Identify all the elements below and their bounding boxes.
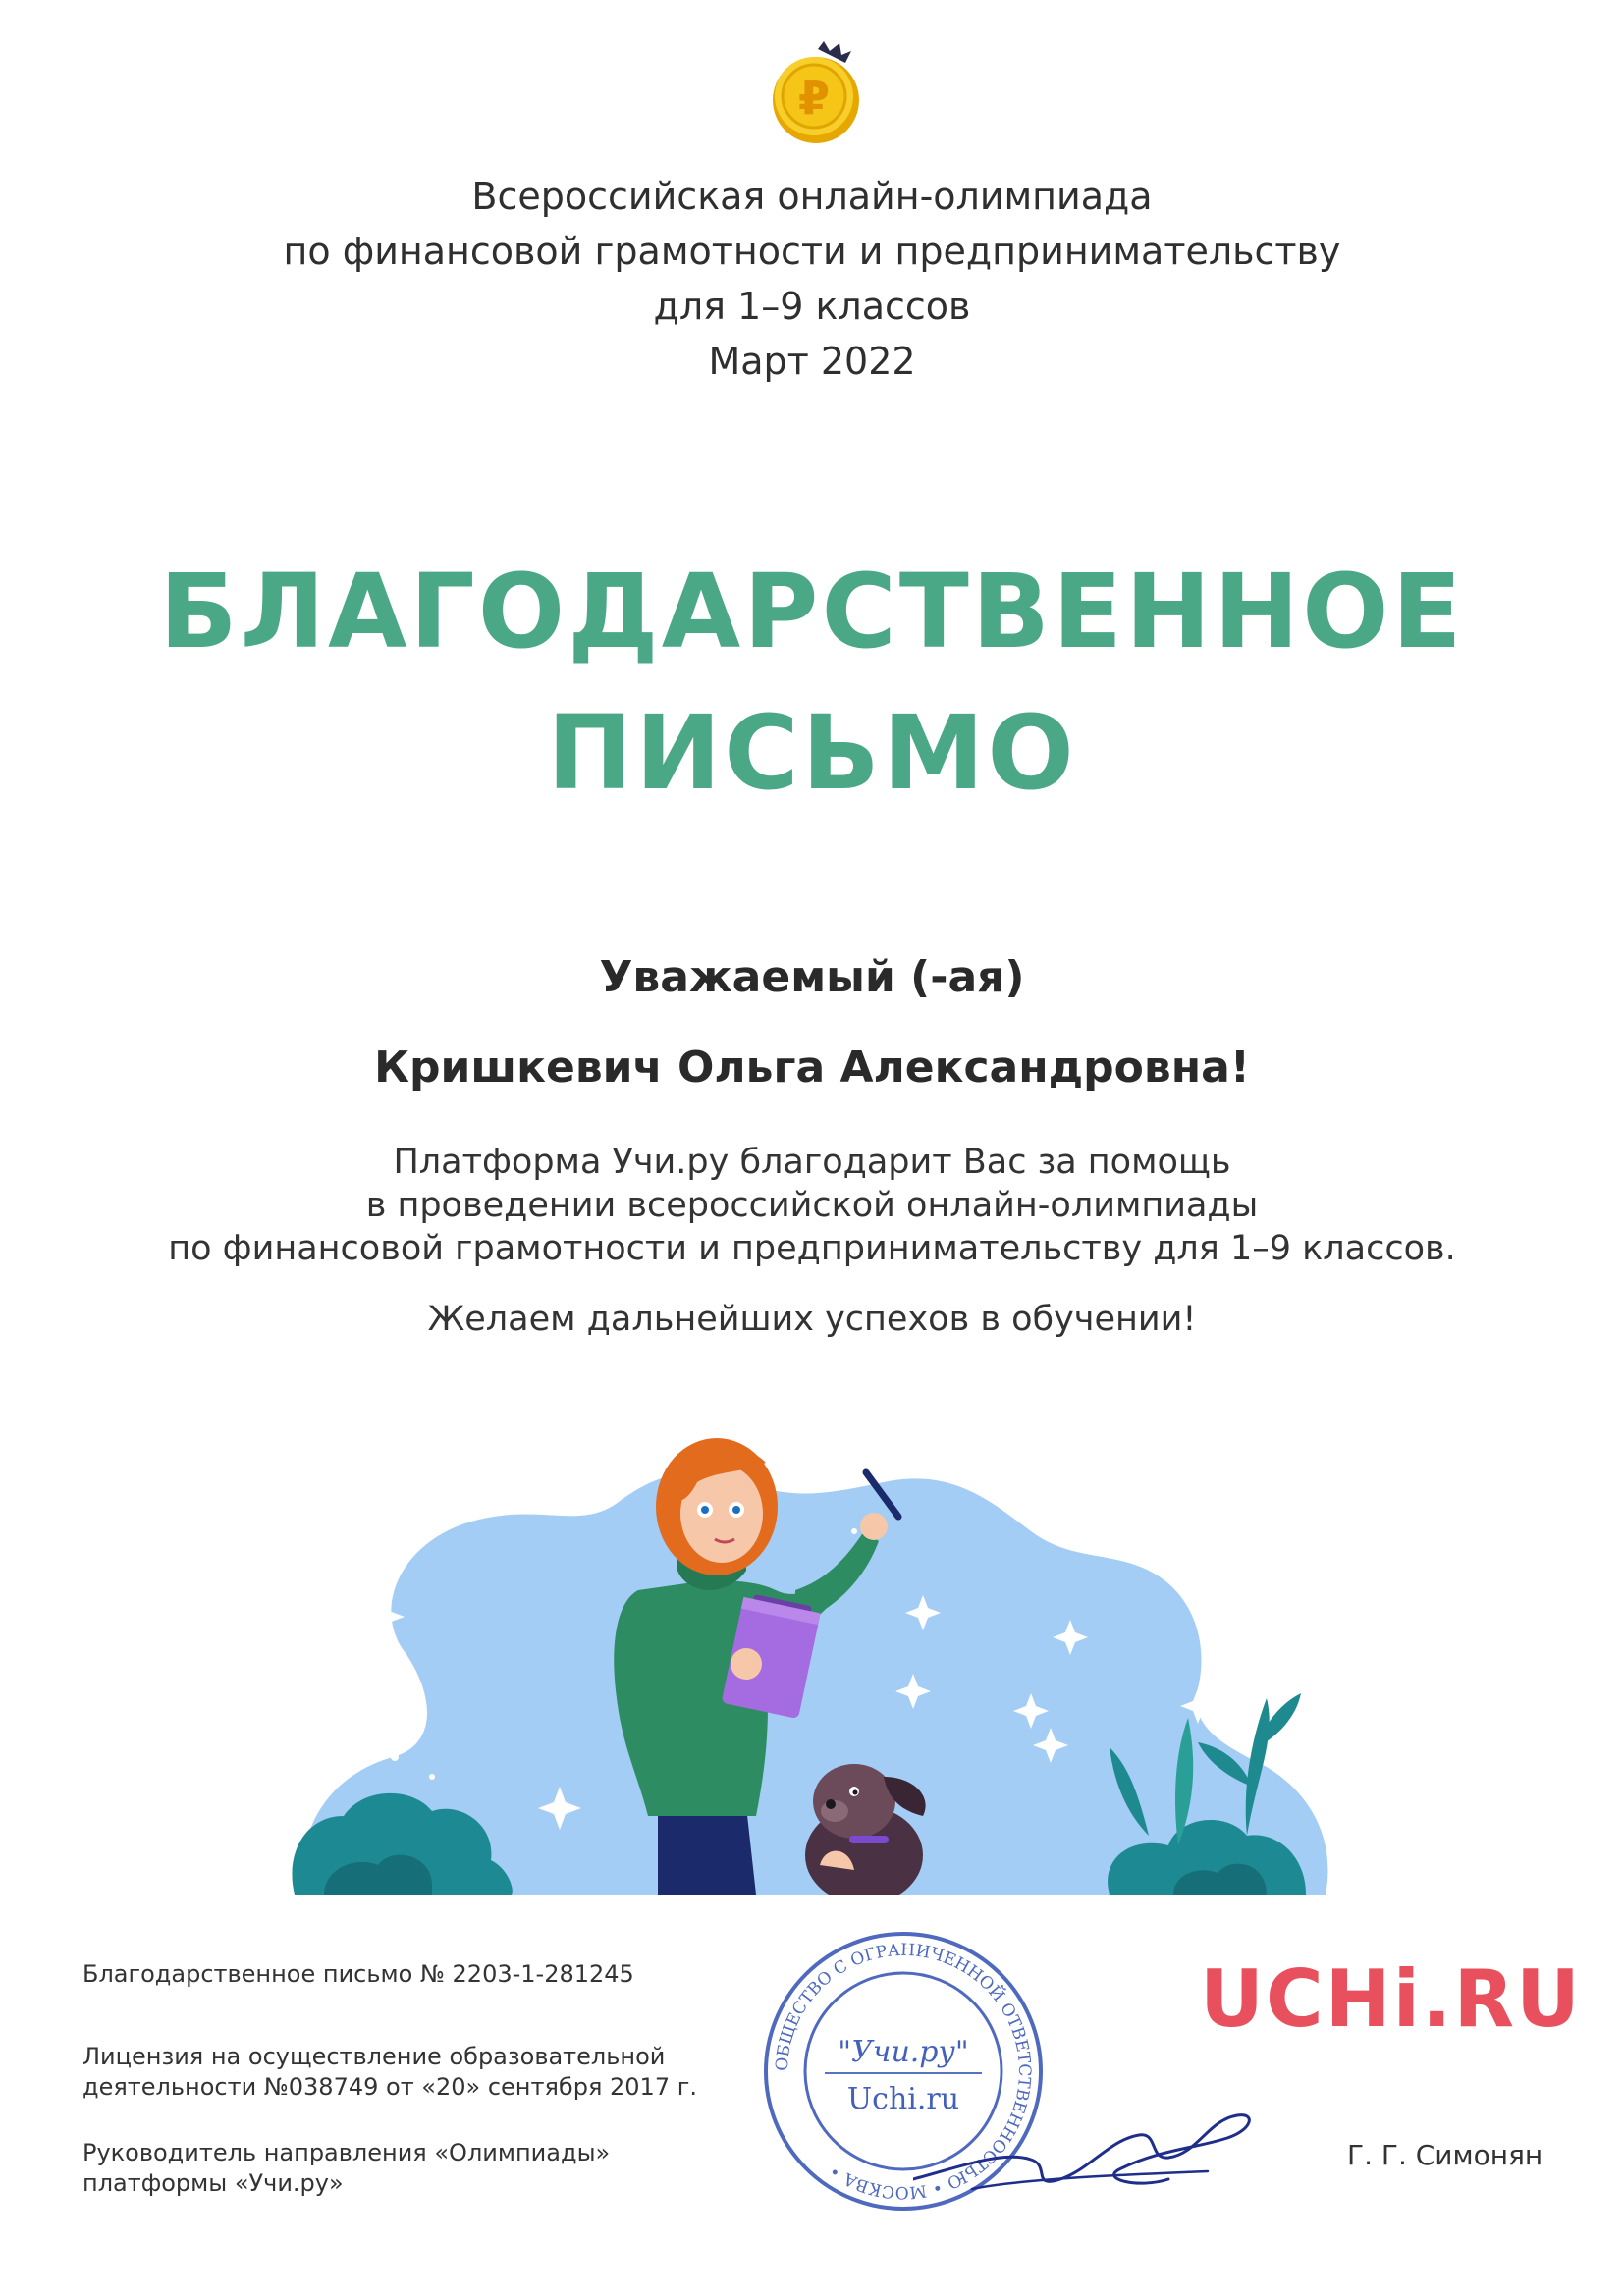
salutation: Уважаемый (-ая) [599, 952, 1025, 1002]
stamp-ring-text: ОБЩЕСТВО С ОГРАНИЧЕННОЙ ОТВЕТСТВЕННОСТЬЮ • МОСКВА • [772, 1940, 1035, 2203]
svg-text:₽: ₽ [797, 72, 831, 125]
olympiad-name-line1: Всероссийская онлайн-олимпиада [471, 175, 1153, 218]
olympiad-name-line2: по финансовой грамотности и предпринимательству [283, 230, 1341, 273]
ruble-coin-icon [767, 39, 865, 147]
signer-name: Г. Г. Симонян [1347, 2139, 1543, 2171]
document-title-line2: ПИСЬМО [547, 693, 1077, 813]
license-line2: деятельности №038749 от «20» сентября 2017 г. [82, 2073, 697, 2101]
handwritten-signature [913, 2081, 1267, 2209]
message-line2: в проведении всероссийской онлайн-олимпиады [365, 1186, 1259, 1225]
uchi-ru-logo: UCHi.RU [1200, 1953, 1582, 2045]
wish-line: Желаем дальнейших успехов в обучении! [427, 1300, 1197, 1339]
grades-line: для 1–9 классов [653, 285, 971, 328]
message-line1: Платформа Учи.ру благодарит Вас за помощь [393, 1143, 1231, 1182]
recipient-name: Кришкевич Ольга Александровна! [374, 1042, 1250, 1093]
head-title-line2: платформы «Учи.ру» [82, 2169, 344, 2197]
letter-number: Благодарственное письмо № 2203-1-281245 [82, 1960, 634, 1988]
head-title-line1: Руководитель направления «Олимпиады» [82, 2139, 611, 2166]
stamp-center-line2: Uchi.ru [846, 2082, 960, 2116]
document-title-line1: БЛАГОДАРСТВЕННОЕ [159, 552, 1465, 671]
date-line: Март 2022 [708, 340, 916, 383]
license-line1: Лицензия на осуществление образовательной [82, 2043, 666, 2070]
stamp-center-line1: "Учи.ру" [838, 2035, 969, 2069]
teacher-with-dog-illustration [285, 1423, 1345, 1895]
message-line3: по финансовой грамотности и предпринимательству для 1–9 классов. [168, 1229, 1456, 1268]
